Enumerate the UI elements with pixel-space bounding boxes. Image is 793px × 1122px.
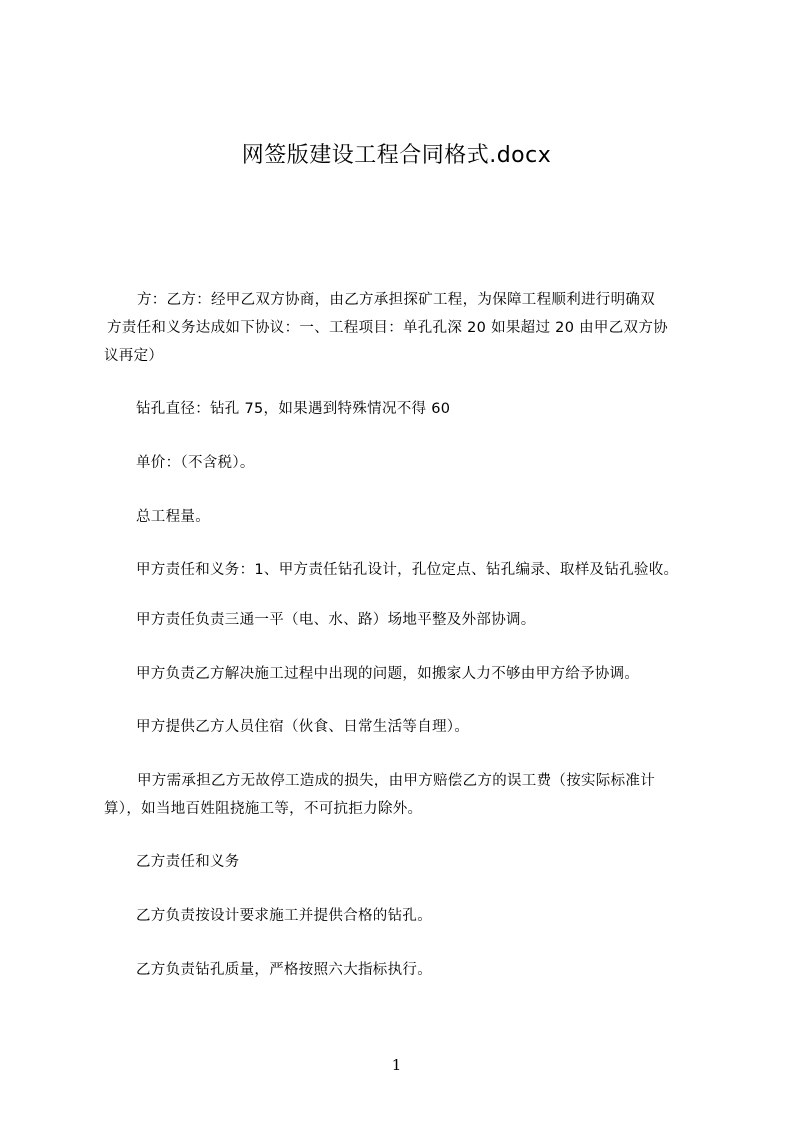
paragraph-8: 甲方提供乙方人员住宿（伙食、日常生活等自理）。 [136,719,470,735]
paragraph-9-line-2: 算），如当地百姓阻挠施工等，不可抗拒力除外。 [104,801,423,817]
paragraph-1-line-3: 议再定） [104,348,164,364]
paragraph-6: 甲方责任负责三通一平（电、水、路）场地平整及外部协调。 [136,612,536,628]
paragraph-3: 单价：（不含税）。 [136,455,255,471]
paragraph-5: 甲方责任和义务：1、甲方责任钻孔设计，孔位定点、钻孔编录、取样及钻孔验收。 [136,562,679,578]
paragraph-2: 钻孔直径：钻孔 75，如果遇到特殊情况不得 60 [136,401,451,417]
document-title: 网签版建设工程合同格式.docx [241,143,552,168]
paragraph-11: 乙方负责按设计要求施工并提供合格的钻孔。 [136,908,432,924]
paragraph-1-line-1: 方：乙方：经甲乙双方协商，由乙方承担探矿工程，为保障工程顺利进行明确双 [137,292,655,308]
paragraph-10: 乙方责任和义务 [136,854,240,870]
paragraph-9-line-1: 甲方需承担乙方无故停工造成的损失，由甲方赔偿乙方的误工费（按实际标准计 [137,773,655,789]
paragraph-4: 总工程量。 [136,509,210,525]
paragraph-7: 甲方负责乙方解决施工过程中出现的问题，如搬家人力不够由甲方给予协调。 [136,666,640,682]
paragraph-1-line-2: 方责任和义务达成如下协议：一、工程项目：单孔孔深 20 如果超过 20 由甲乙双方协 [107,320,668,336]
paragraph-12: 乙方负责钻孔质量，严格按照六大指标执行。 [136,962,432,978]
page-number: 1 [391,1056,402,1074]
